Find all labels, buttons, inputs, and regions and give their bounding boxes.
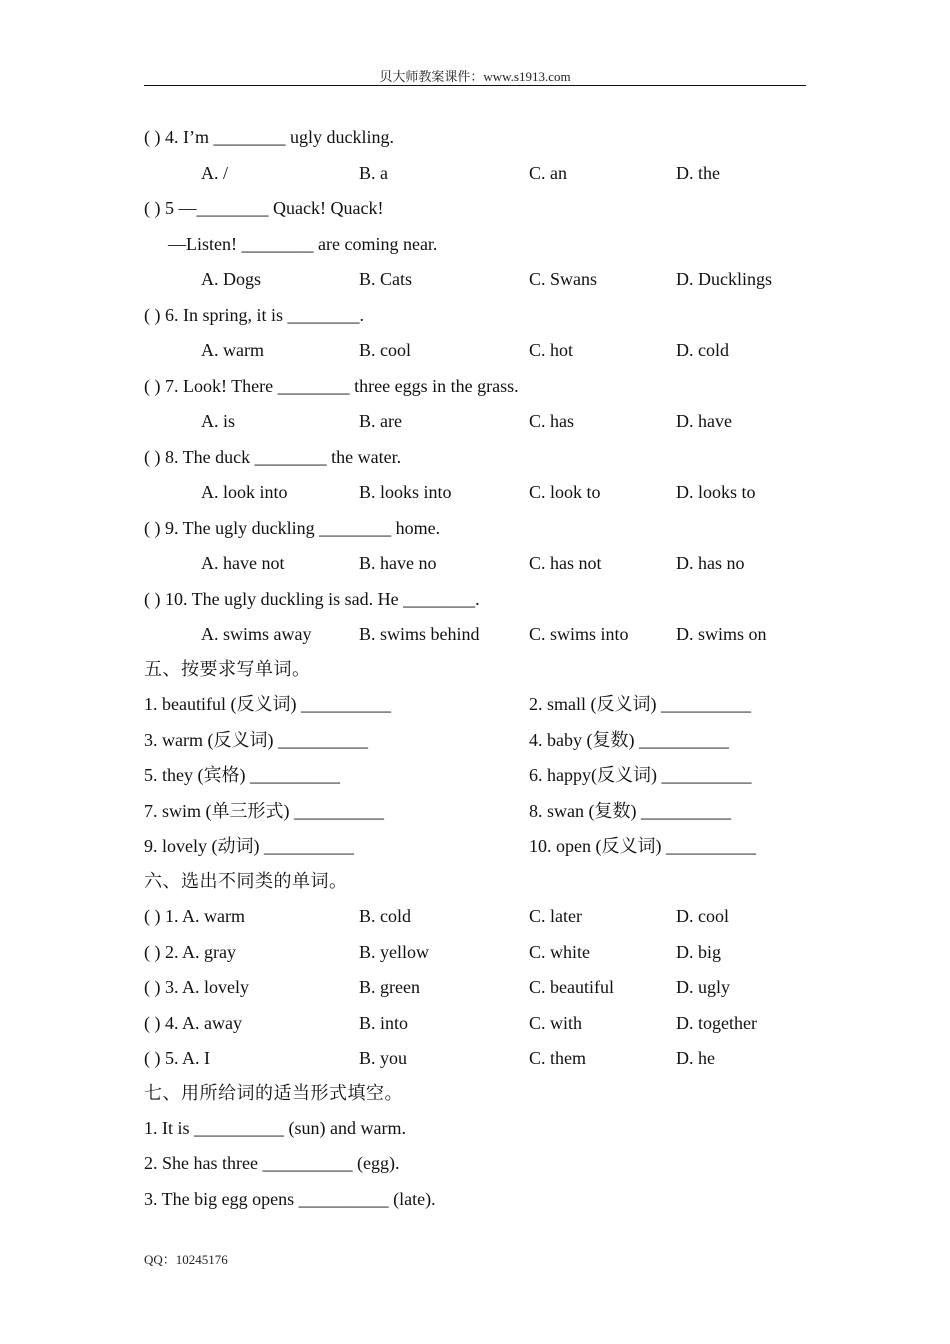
question-4-option-d: D. the [676, 163, 720, 183]
header-rule [144, 85, 806, 86]
question-5-option-b: B. Cats [359, 269, 413, 289]
word-item-2: 2. small (反义词) __________ [529, 694, 751, 714]
odd-one-2-d: D. big [676, 942, 721, 962]
word-item-1: 1. beautiful (反义词) __________ [144, 694, 391, 714]
section-5-title: 五、按要求写单词。 [144, 659, 311, 679]
odd-one-3-d: D. ugly [676, 977, 730, 997]
odd-one-4-b: B. into [359, 1013, 409, 1033]
word-item-6: 6. happy(反义词) __________ [529, 765, 752, 785]
question-5-option-a: A. Dogs [201, 269, 262, 289]
question-4-option-a: A. / [201, 163, 228, 183]
odd-one-2-c: C. white [529, 942, 590, 962]
question-4-option-b: B. a [359, 163, 388, 183]
question-5-stem-line2: —Listen! ________ are coming near. [168, 234, 438, 254]
question-10-option-d: D. swims on [676, 624, 767, 644]
question-7-option-d: D. have [676, 411, 732, 431]
word-item-10: 10. open (反义词) __________ [529, 836, 756, 856]
question-8-option-a: A. look into [201, 482, 288, 502]
odd-one-1-d: D. cool [676, 906, 729, 926]
question-10-option-c: C. swims into [529, 624, 629, 644]
question-7-option-c: C. has [529, 411, 574, 431]
word-item-7: 7. swim (单三形式) __________ [144, 801, 384, 821]
fill-item-3: 3. The big egg opens __________ (late). [144, 1189, 436, 1209]
fill-item-1: 1. It is __________ (sun) and warm. [144, 1118, 406, 1138]
question-7-option-a: A. is [201, 411, 236, 431]
word-item-4: 4. baby (复数) __________ [529, 730, 729, 750]
question-9-option-b: B. have no [359, 553, 437, 573]
page-header: 贝大师教案课件：www.s1913.com [379, 69, 571, 84]
odd-one-3-a: ( ) 3. A. lovely [144, 977, 249, 997]
odd-one-3-c: C. beautiful [529, 977, 614, 997]
question-6-option-c: C. hot [529, 340, 574, 360]
word-item-9: 9. lovely (动词) __________ [144, 836, 354, 856]
odd-one-4-a: ( ) 4. A. away [144, 1013, 242, 1033]
question-5-stem: ( ) 5 —________ Quack! Quack! [144, 198, 384, 218]
odd-one-5-c: C. them [529, 1048, 586, 1068]
odd-one-5-d: D. he [676, 1048, 715, 1068]
question-9-option-c: C. has not [529, 553, 602, 573]
question-7-option-b: B. are [359, 411, 402, 431]
question-4-stem: ( ) 4. I’m ________ ugly duckling. [144, 127, 394, 147]
odd-one-4-c: C. with [529, 1013, 583, 1033]
question-8-option-d: D. looks to [676, 482, 756, 502]
word-item-5: 5. they (宾格) __________ [144, 765, 340, 785]
word-item-8: 8. swan (复数) __________ [529, 801, 731, 821]
page-footer: QQ：10245176 [144, 1252, 228, 1267]
question-9-option-a: A. have not [201, 553, 285, 573]
odd-one-1-b: B. cold [359, 906, 411, 926]
section-7-title: 七、用所给词的适当形式填空。 [144, 1083, 403, 1103]
question-8-option-b: B. looks into [359, 482, 452, 502]
question-6-option-a: A. warm [201, 340, 264, 360]
question-6-stem: ( ) 6. In spring, it is ________. [144, 305, 364, 325]
odd-one-3-b: B. green [359, 977, 420, 997]
question-5-option-d: D. Ducklings [676, 269, 772, 289]
odd-one-4-d: D. together [676, 1013, 757, 1033]
odd-one-5-a: ( ) 5. A. I [144, 1048, 210, 1068]
word-item-3: 3. warm (反义词) __________ [144, 730, 368, 750]
question-10-stem: ( ) 10. The ugly duckling is sad. He ________. [144, 589, 480, 609]
question-8-option-c: C. look to [529, 482, 601, 502]
fill-item-2: 2. She has three __________ (egg). [144, 1153, 400, 1173]
odd-one-1-a: ( ) 1. A. warm [144, 906, 245, 926]
question-7-stem: ( ) 7. Look! There ________ three eggs in the grass. [144, 376, 519, 396]
question-10-option-a: A. swims away [201, 624, 312, 644]
question-8-stem: ( ) 8. The duck ________ the water. [144, 447, 402, 467]
odd-one-2-a: ( ) 2. A. gray [144, 942, 236, 962]
question-6-option-b: B. cool [359, 340, 411, 360]
section-6-title: 六、选出不同类的单词。 [144, 871, 348, 891]
odd-one-2-b: B. yellow [359, 942, 429, 962]
question-6-option-d: D. cold [676, 340, 729, 360]
question-9-stem: ( ) 9. The ugly duckling ________ home. [144, 518, 441, 538]
question-10-option-b: B. swims behind [359, 624, 480, 644]
question-9-option-d: D. has no [676, 553, 745, 573]
odd-one-5-b: B. you [359, 1048, 408, 1068]
question-4-option-c: C. an [529, 163, 567, 183]
question-5-option-c: C. Swans [529, 269, 598, 289]
odd-one-1-c: C. later [529, 906, 582, 926]
